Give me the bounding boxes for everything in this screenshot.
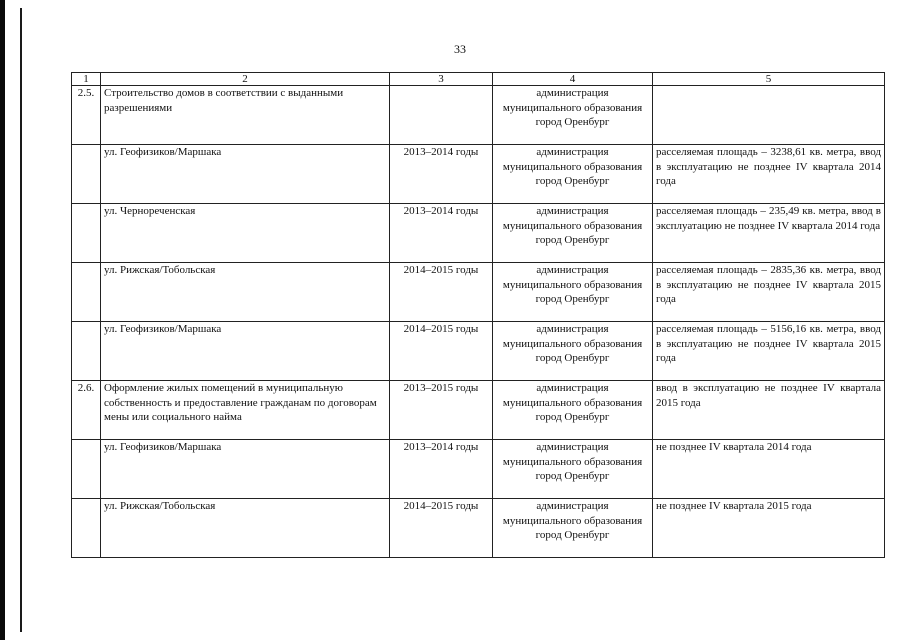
item-number [72,440,101,499]
item-result: расселяемая площадь – 2835,36 кв. метра, ввод в эксплуатацию не позднее IV квартала 2015 года [653,263,885,322]
item-executor: администрация муниципального образования город Оренбург [493,204,653,263]
item-executor: администрация муниципального образования город Оренбург [493,86,653,145]
header-cell: 1 [72,73,101,86]
item-name: ул. Геофизиков/Маршака [101,145,390,204]
item-period: 2014–2015 годы [390,499,493,558]
item-executor: администрация муниципального образования город Оренбург [493,263,653,322]
item-executor: администрация муниципального образования город Оренбург [493,499,653,558]
item-name: Строительство домов в соответствии с выданными разрешениями [101,86,390,145]
table-row [72,440,885,499]
program-table [71,72,885,558]
table-row [72,322,885,381]
item-executor: администрация муниципального образования город Оренбург [493,322,653,381]
item-executor: администрация муниципального образования город Оренбург [493,145,653,204]
table-row [72,145,885,204]
table-row [72,204,885,263]
item-name: Оформление жилых помещений в муниципальную собственность и предоставление гражданам по договорам мены или социального найма [101,381,390,440]
item-result [653,86,885,145]
item-executor: администрация муниципального образования город Оренбург [493,381,653,440]
scan-margin-line [20,8,22,632]
item-period: 2013–2014 годы [390,204,493,263]
header-cell: 3 [390,73,493,86]
item-executor: администрация муниципального образования город Оренбург [493,440,653,499]
item-number: 2.6. [72,381,101,440]
item-result: не позднее IV квартала 2015 года [653,499,885,558]
header-cell: 5 [653,73,885,86]
item-number [72,263,101,322]
item-result: расселяемая площадь – 235,49 кв. метра, ввод в эксплуатацию не позднее IV квартала 2014 года [653,204,885,263]
table-row [72,499,885,558]
item-number [72,322,101,381]
item-name: ул. Чернореченская [101,204,390,263]
item-name: ул. Рижская/Тобольская [101,499,390,558]
item-period: 2014–2015 годы [390,263,493,322]
item-period: 2014–2015 годы [390,322,493,381]
table-row [72,381,885,440]
item-result: расселяемая площадь – 3238,61 кв. метра, ввод в эксплуатацию не позднее IV квартала 2014 года [653,145,885,204]
item-result: ввод в эксплуатацию не позднее IV квартала 2015 года [653,381,885,440]
header-cell: 2 [101,73,390,86]
page-number: 33 [454,42,466,56]
item-period: 2013–2014 годы [390,145,493,204]
item-number [72,499,101,558]
header-cell: 4 [493,73,653,86]
item-name: ул. Геофизиков/Маршака [101,322,390,381]
item-period: 2013–2014 годы [390,440,493,499]
scan-left-edge [0,0,5,640]
table-row [72,263,885,322]
item-result: не позднее IV квартала 2014 года [653,440,885,499]
item-period: 2013–2015 годы [390,381,493,440]
item-number [72,145,101,204]
item-name: ул. Геофизиков/Маршака [101,440,390,499]
item-number: 2.5. [72,86,101,145]
item-number [72,204,101,263]
table-header-row [72,73,885,86]
item-period [390,86,493,145]
item-result: расселяемая площадь – 5156,16 кв. метра, ввод в эксплуатацию не позднее IV квартала 2015 года [653,322,885,381]
item-name: ул. Рижская/Тобольская [101,263,390,322]
table-row [72,86,885,145]
